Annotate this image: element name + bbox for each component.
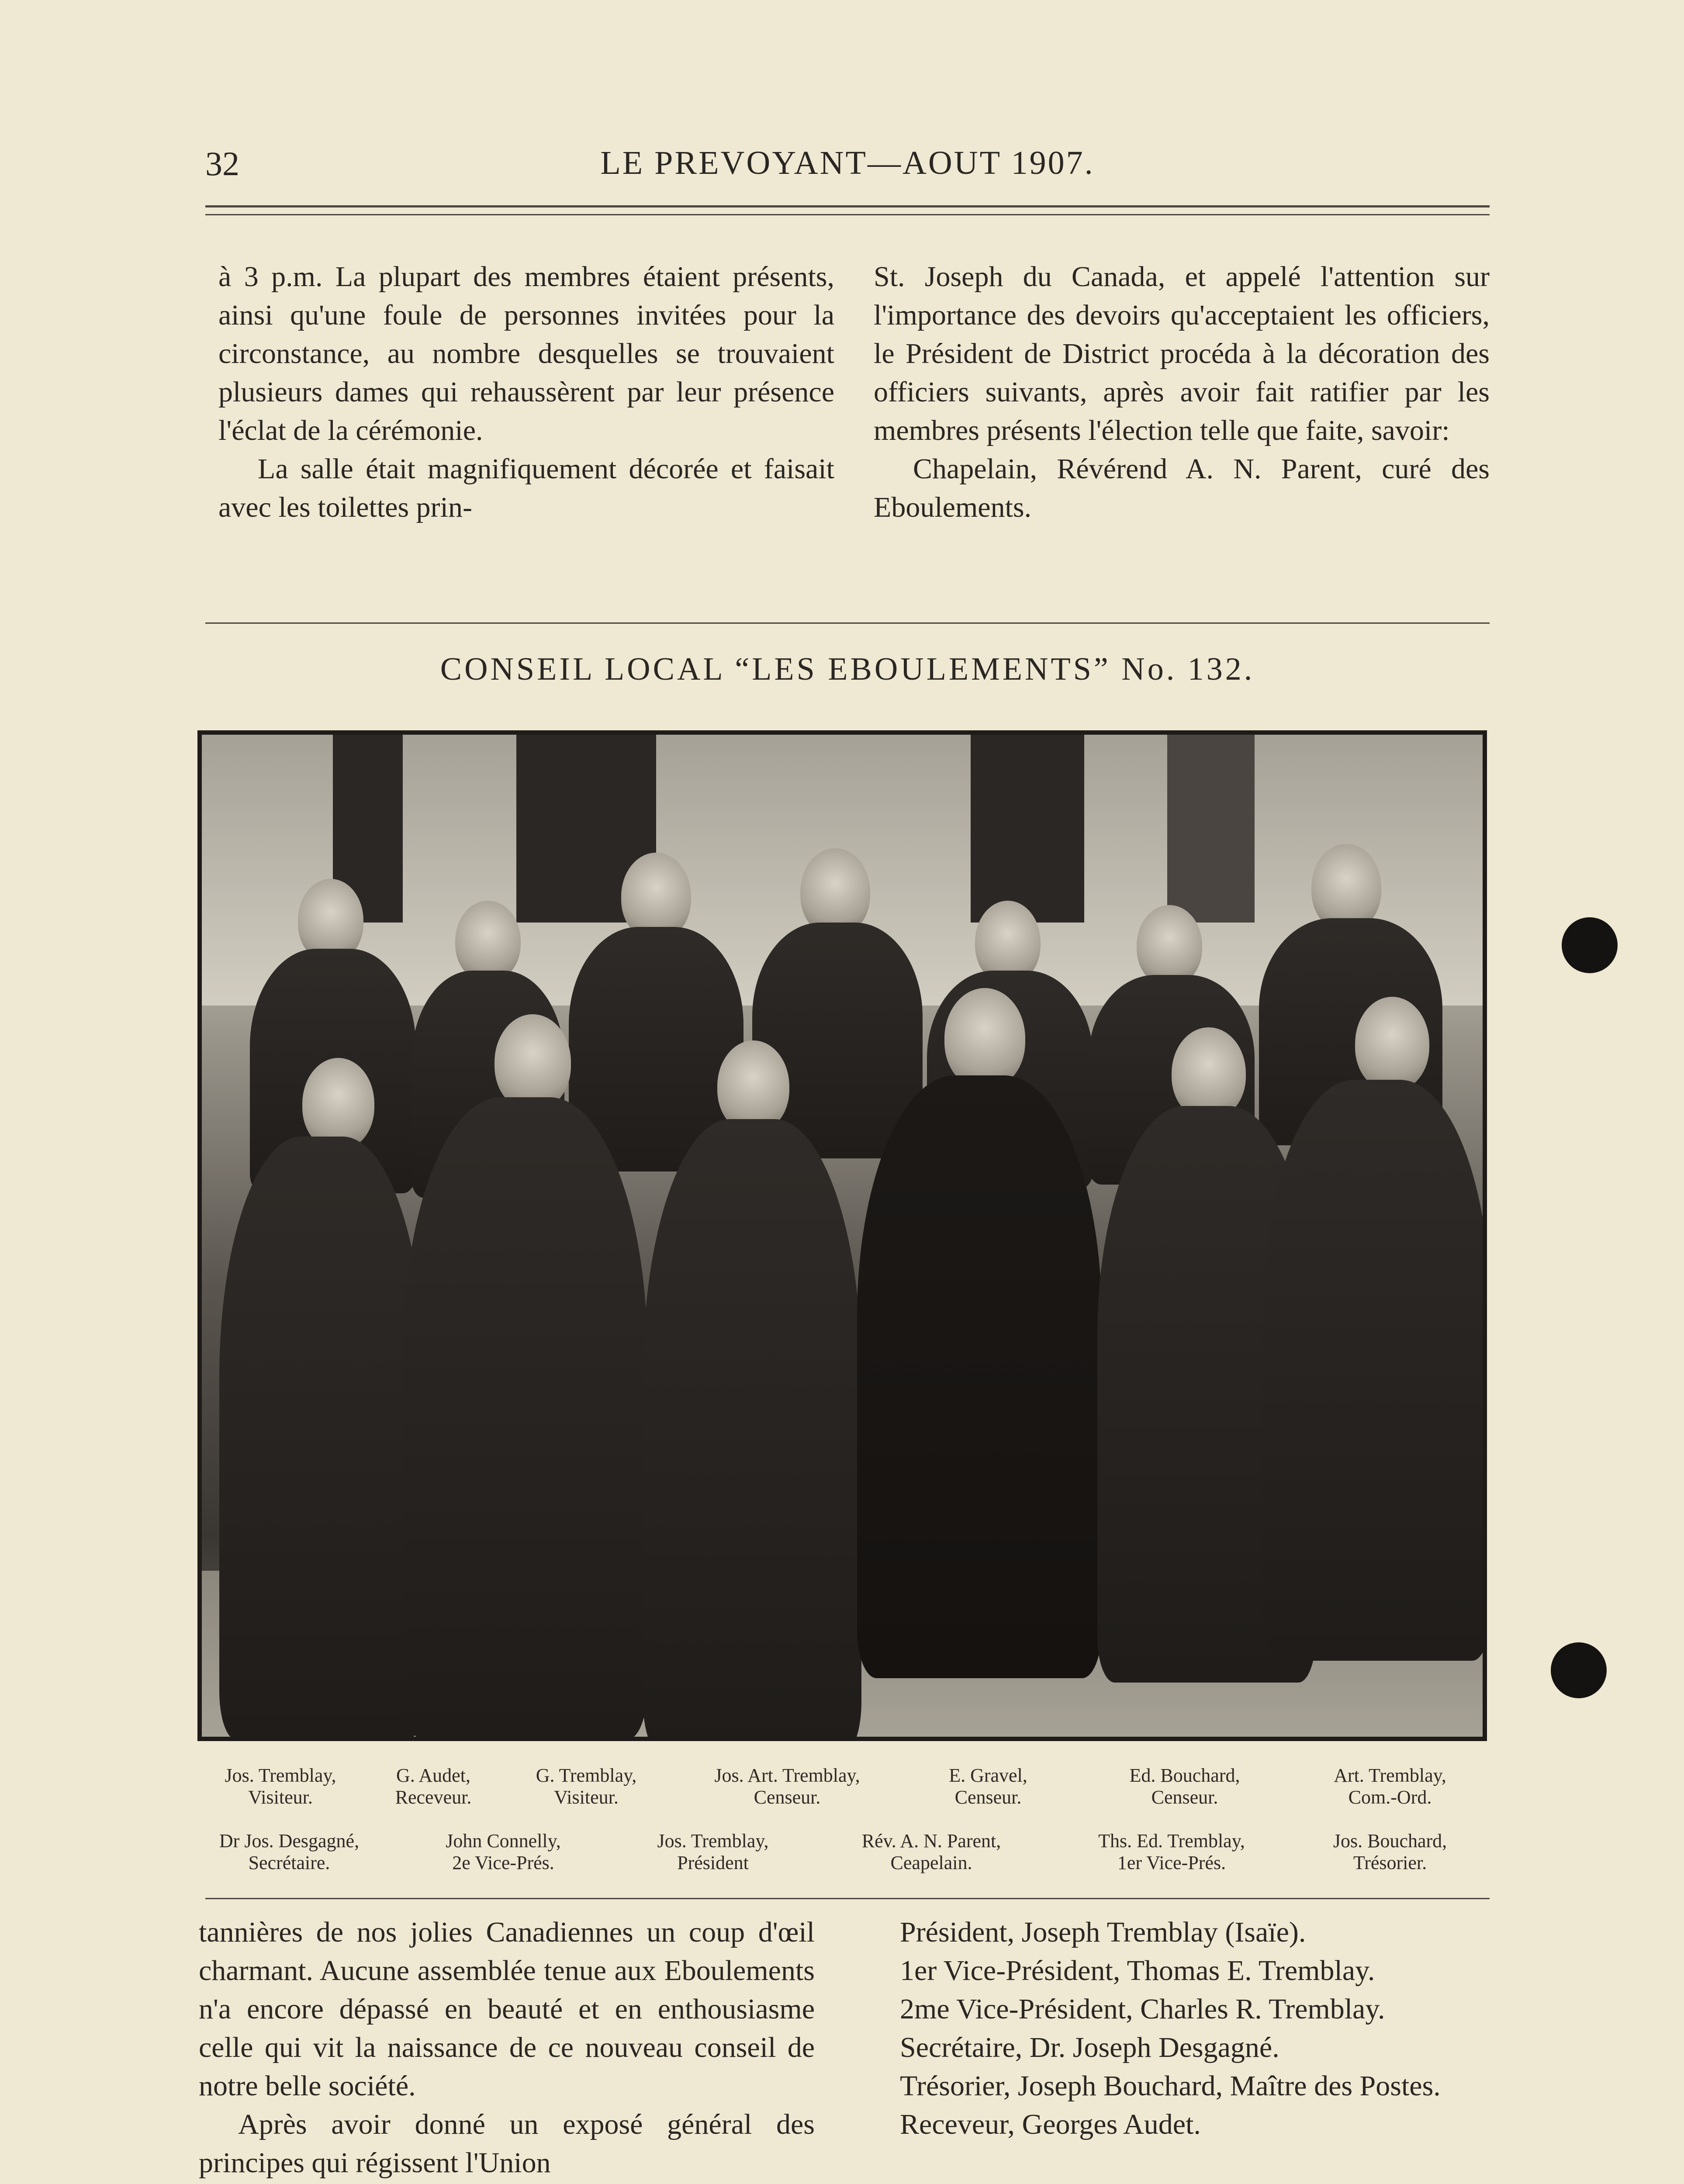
captions-rule [205,1898,1490,1899]
officer-entry: Trésorier, Joseph Bouchard, Maître des Postes. [900,2070,1441,2102]
officer-entry: Président, Joseph Tremblay (Isaïe). [900,1916,1306,1948]
paragraph: tannières de nos jolies Canadiennes un coup d'œil charmant. Aucune assemblée tenue aux Eboulements n'a encore dépassé en beauté et en enthousiasme celle qui vit la naissance de ce nouveau conseil de notre belle société. [199,1916,815,2102]
binding-hole [1562,917,1618,973]
header-rule-top [205,205,1490,207]
caption: Jos. Art. Tremblay, Censeur. [714,1765,860,1808]
caption: E. Gravel, Censeur. [949,1765,1027,1808]
paragraph: Après avoir donné un exposé général des principes qui régissent l'Union [199,2108,815,2179]
paragraph: Chapelain, Révérend A. N. Parent, curé des Eboulements. [874,453,1490,523]
caption: G. Tremblay, Visiteur. [536,1765,637,1808]
paragraph: La salle était magnifiquement décorée et faisait avec les toilettes prin- [218,453,834,523]
top-left-column [218,258,834,527]
binding-hole [1551,1642,1607,1698]
caption: Jos. Tremblay, Président [657,1830,769,1873]
caption: Jos. Bouchard, Trésorier. [1333,1830,1447,1873]
caption: Ed. Bouchard, Censeur. [1129,1765,1240,1808]
photo-window [1167,735,1255,923]
paragraph: St. Joseph du Canada, et appelé l'attention sur l'importance des devoirs qu'acceptaient les officiers, le Président de District procéda à la décoration des officiers suivants, après avoir fait ratifier par les membres présents l'élection telle que faite, savoir: [874,261,1490,446]
caption: Jos. Tremblay, Visiteur. [225,1765,336,1808]
caption: John Connelly, 2e Vice-Prés. [446,1830,561,1873]
caption-row-back [197,1765,1487,1813]
caption: G. Audet, Receveur. [395,1765,472,1808]
caption: Ths. Ed. Tremblay, 1er Vice-Prés. [1098,1830,1245,1873]
section-rule [205,622,1490,624]
bottom-right-column [861,1913,1477,2144]
caption: Art. Tremblay, Com.-Ord. [1334,1765,1446,1808]
page-header [205,140,1490,188]
officer-entry: 2me Vice-Président, Charles R. Tremblay. [900,1993,1385,2025]
page-number: 32 [205,145,239,183]
caption-row-front [197,1830,1487,1878]
group-photograph [197,730,1487,1741]
top-right-column [874,258,1490,527]
caption: Rév. A. N. Parent, Ceapelain. [861,1830,1001,1873]
officer-entry: 1er Vice-Président, Thomas E. Tremblay. [900,1955,1375,1987]
header-rule-bottom [205,214,1490,215]
paragraph: à 3 p.m. La plupart des membres étaient présents, ainsi qu'une foule de personnes invitées pour la circonstance, au nombre desquelles se trouvaient plusieurs dames qui rehaussèrent par leur présence l'éclat de la cérémonie. [218,261,834,446]
officer-entry: Receveur, Georges Audet. [900,2108,1201,2140]
caption: Dr Jos. Desgagné, Secrétaire. [219,1830,360,1873]
officer-entry: Secrétaire, Dr. Joseph Desgagné. [900,2032,1279,2063]
photo-window [971,735,1084,923]
bottom-left-column [199,1913,815,2182]
running-title: LE PREVOYANT—AOUT 1907. [600,145,1095,181]
section-title: CONSEIL LOCAL “LES EBOULEMENTS” No. 132. [440,651,1255,687]
